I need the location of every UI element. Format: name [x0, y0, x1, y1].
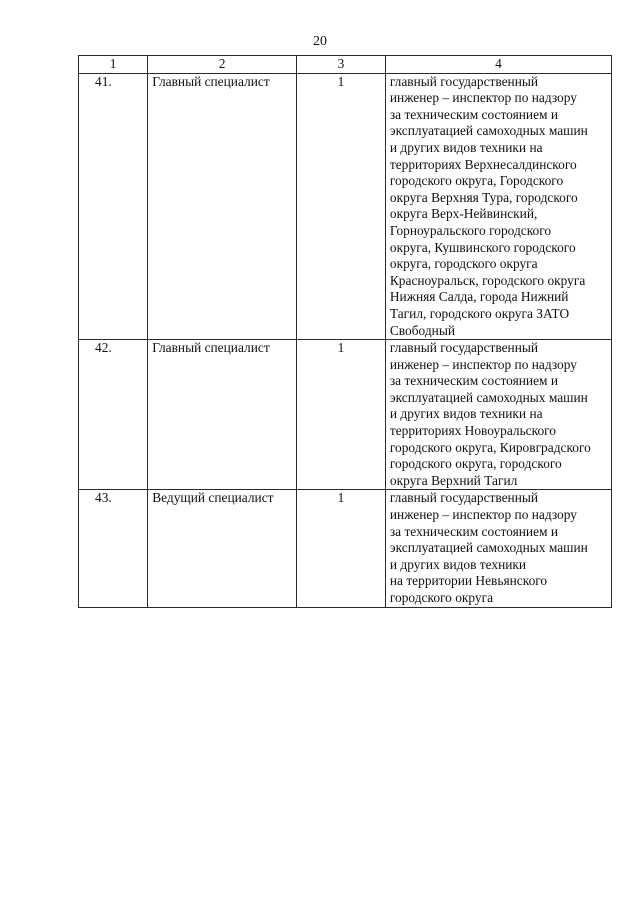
- position-count: 1: [297, 73, 386, 340]
- position-count: 1: [297, 340, 386, 490]
- duty-line: инженер – инспектор по надзору: [389, 507, 577, 523]
- duty-line: эксплуатацией самоходных машин: [389, 123, 588, 139]
- duty-line: за техническим состоянием и: [389, 106, 559, 122]
- duty-line: эксплуатацией самоходных машин: [389, 540, 588, 556]
- table-body: [79, 73, 612, 607]
- duty-line: Нижняя Салда, города Нижний: [389, 289, 569, 305]
- duty-line: инженер – инспектор по надзору: [389, 356, 577, 372]
- header-col-1: 1: [79, 56, 148, 74]
- duty-line: территориях Верхнесалдинского: [389, 156, 577, 172]
- page-number: 20: [313, 34, 327, 49]
- duty-line: главный государственный: [389, 73, 539, 89]
- position-title: Ведущий специалист: [148, 490, 297, 607]
- table-header: [79, 56, 612, 74]
- duty-line: городского округа, Кировградского: [389, 439, 591, 455]
- duty-line: округа Верх-Нейвинский,: [389, 206, 538, 222]
- row-number: 42.: [79, 340, 148, 490]
- position-title: Главный специалист: [148, 340, 297, 490]
- duty-line: и других видов техники на: [389, 139, 543, 155]
- duty-line: эксплуатацией самоходных машин: [389, 389, 588, 405]
- duty-line: инженер – инспектор по надзору: [389, 90, 577, 106]
- duties-cell: [385, 73, 611, 340]
- duty-line: округа, городского округа: [389, 256, 538, 272]
- position-count: 1: [297, 490, 386, 607]
- duty-line: Свободный: [389, 322, 455, 338]
- duty-line: главный государственный: [389, 340, 539, 356]
- duties-cell: [385, 340, 611, 490]
- duty-line: округа, Кушвинского городского: [389, 239, 576, 255]
- duty-line: округа Верхний Тагил: [389, 472, 518, 488]
- position-title: Главный специалист: [148, 73, 297, 340]
- duty-line: и других видов техники: [389, 556, 527, 572]
- table-row: [79, 490, 612, 607]
- duty-line: городского округа, городского: [389, 456, 562, 472]
- row-number: 41.: [79, 73, 148, 340]
- duty-line: и других видов техники на: [389, 406, 543, 422]
- table-row: [79, 340, 612, 490]
- duty-line: за техническим состоянием и: [389, 373, 559, 389]
- header-col-3: 3: [297, 56, 386, 74]
- duty-line: городского округа, Городского: [389, 173, 564, 189]
- header-col-2: 2: [148, 56, 297, 74]
- row-number: 43.: [79, 490, 148, 607]
- staff-table: [78, 55, 612, 608]
- duty-line: округа Верхняя Тура, городского: [389, 189, 578, 205]
- header-row: [79, 56, 612, 74]
- duty-line: Тагил, городского округа ЗАТО: [389, 305, 570, 321]
- duty-line: территориях Новоуральского: [389, 423, 557, 439]
- duties-cell: [385, 490, 611, 607]
- header-col-4: 4: [385, 56, 611, 74]
- duty-line: главный государственный: [389, 490, 539, 506]
- duty-line: Горноуральского городского: [389, 222, 552, 238]
- duty-line: за техническим состоянием и: [389, 523, 559, 539]
- duty-line: городского округа: [389, 590, 494, 605]
- duty-line: на территории Невьянского: [389, 573, 548, 589]
- duty-line: Красноуральск, городского округа: [389, 272, 586, 288]
- table-row: [79, 73, 612, 340]
